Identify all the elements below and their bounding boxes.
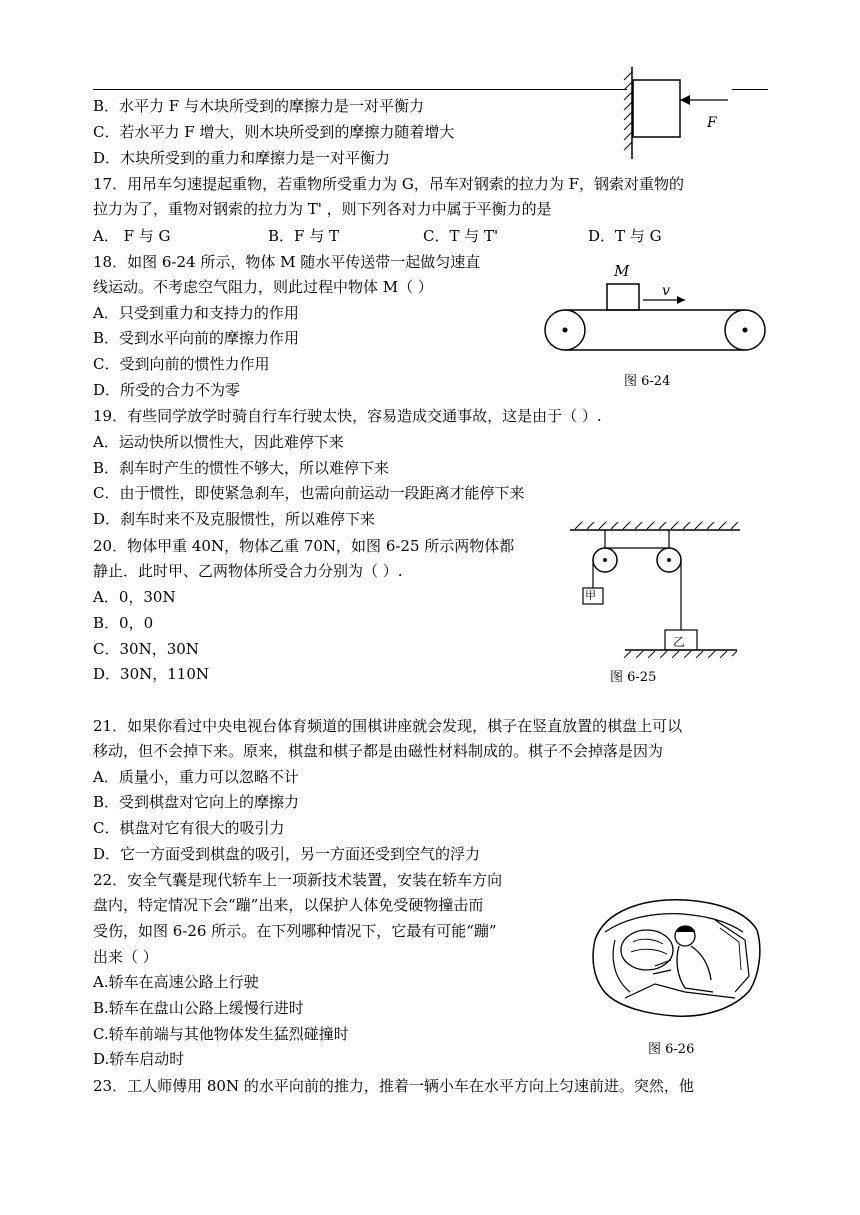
q20-option-d: D．30N，110N [93, 665, 209, 683]
q22-figure [585, 880, 765, 1025]
q22-option-d: D.轿车启动时 [93, 1050, 185, 1068]
q18-option-d: D．所受的合力不为零 [93, 381, 241, 399]
q22-figure-caption: 图 6-26 [648, 1042, 695, 1057]
q18-figure [545, 262, 775, 352]
q17-option-a: A． F 与 G [93, 227, 171, 245]
q20-option-b: B．0，0 [93, 614, 154, 632]
q20-label-yi: 乙 [673, 635, 686, 649]
q20-label-jia: 甲 [585, 589, 596, 602]
q18-stem-line1: 18．如图 6-24 所示，物体 M 随水平传送带一起做匀速直 [93, 253, 481, 271]
q17-option-c: C．T 与 T' [423, 227, 499, 245]
q22-option-c: C.轿车前端与其他物体发生猛烈碰撞时 [93, 1025, 349, 1043]
q18-figure-caption: 图 6-24 [624, 374, 671, 389]
q16-option-c: C．若水平力 F 增大，则木块所受到的摩擦力随着增大 [93, 123, 455, 141]
q22-option-a: A.轿车在高速公路上行驶 [93, 973, 259, 991]
q19-option-c: C．由于惯性，即使紧急刹车，也需向前运动一段距离才能停下来 [93, 484, 525, 502]
q20-option-c: C．30N，30N [93, 640, 199, 658]
q17-option-d: D．T 与 G [588, 227, 662, 245]
q22-stem-line4: 出来（ ） [93, 948, 158, 966]
q21-stem-line2: 移动，但不会掉下来。原来，棋盘和棋子都是由磁性材料制成的。棋子不会掉落是因为 [93, 742, 664, 760]
q20-option-a: A．0，30N [93, 588, 176, 606]
q17-option-b: B．F 与 T [268, 227, 339, 245]
q21-option-a: A．质量小，重力可以忽略不计 [93, 768, 299, 786]
q16-option-b: B．水平力 F 与木块所受到的摩擦力是一对平衡力 [93, 97, 424, 115]
q18-label-m: M [614, 262, 630, 280]
q23-stem-line1: 23．工人师傅用 80N 的水平向前的推力，推着一辆小车在水平方向上匀速前进。突然，他 [93, 1077, 694, 1095]
q17-stem-line1: 17．用吊车匀速提起重物，若重物所受重力为 G，吊车对钢索的拉力为 F，钢索对重物的 [93, 175, 685, 193]
q16-option-d: D．木块所受到的重力和摩擦力是一对平衡力 [93, 149, 391, 167]
top-rule-left [93, 89, 627, 90]
q22-option-b: B.轿车在盘山公路上缓慢行进时 [93, 999, 304, 1017]
q18-option-b: B．受到水平向前的摩擦力作用 [93, 329, 300, 347]
q18-option-a: A．只受到重力和支持力的作用 [93, 304, 299, 322]
q20-stem-line1: 20．物体甲重 40N，物体乙重 70N，如图 6-25 所示两物体都 [93, 537, 515, 555]
q19-option-d: D．刹车时来不及克服惯性，所以难停下来 [93, 510, 376, 528]
q21-option-b: B．受到棋盘对它向上的摩擦力 [93, 793, 300, 811]
q22-stem-line1: 22．安全气囊是现代轿车上一项新技术装置，安装在轿车方向 [93, 871, 503, 889]
q19-option-b: B．刹车时产生的惯性不够大，所以难停下来 [93, 459, 390, 477]
q21-option-d: D．它一方面受到棋盘的吸引，另一方面还受到空气的浮力 [93, 845, 481, 863]
q18-stem-line2: 线运动。不考虑空气阻力，则此过程中物体 M（ ） [93, 278, 433, 296]
q18-label-v: v [662, 283, 670, 299]
q20-figure-caption: 图 6-25 [610, 670, 657, 685]
q21-stem-line1: 21．如果你看过中央电视台体育频道的围棋讲座就会发现，棋子在竖直放置的棋盘上可以 [93, 717, 683, 735]
q22-stem-line3: 受伤，如图 6-26 所示。在下列哪种情况下，它最有可能“蹦” [93, 922, 497, 940]
q20-stem-line2: 静止．此时甲、乙两物体所受合力分别为（ ）. [93, 562, 403, 580]
q18-option-c: C．受到向前的惯性力作用 [93, 355, 270, 373]
q21-option-c: C．棋盘对它有很大的吸引力 [93, 819, 285, 837]
q22-stem-line2: 盘内，特定情况下会“蹦”出来，以保护人体免受硬物撞击而 [93, 896, 484, 914]
q17-stem-line2: 拉力为了，重物对钢索的拉力为 T' ，则下列各对力中属于平衡力的是 [93, 200, 552, 218]
q19-option-a: A．运动快所以惯性大，因此难停下来 [93, 433, 344, 451]
q16-figure [620, 62, 740, 162]
q19-stem: 19．有些同学放学时骑自行车行驶太快，容易造成交通事故，这是由于（ ）. [93, 407, 602, 425]
q16-label-f: F [707, 115, 717, 131]
